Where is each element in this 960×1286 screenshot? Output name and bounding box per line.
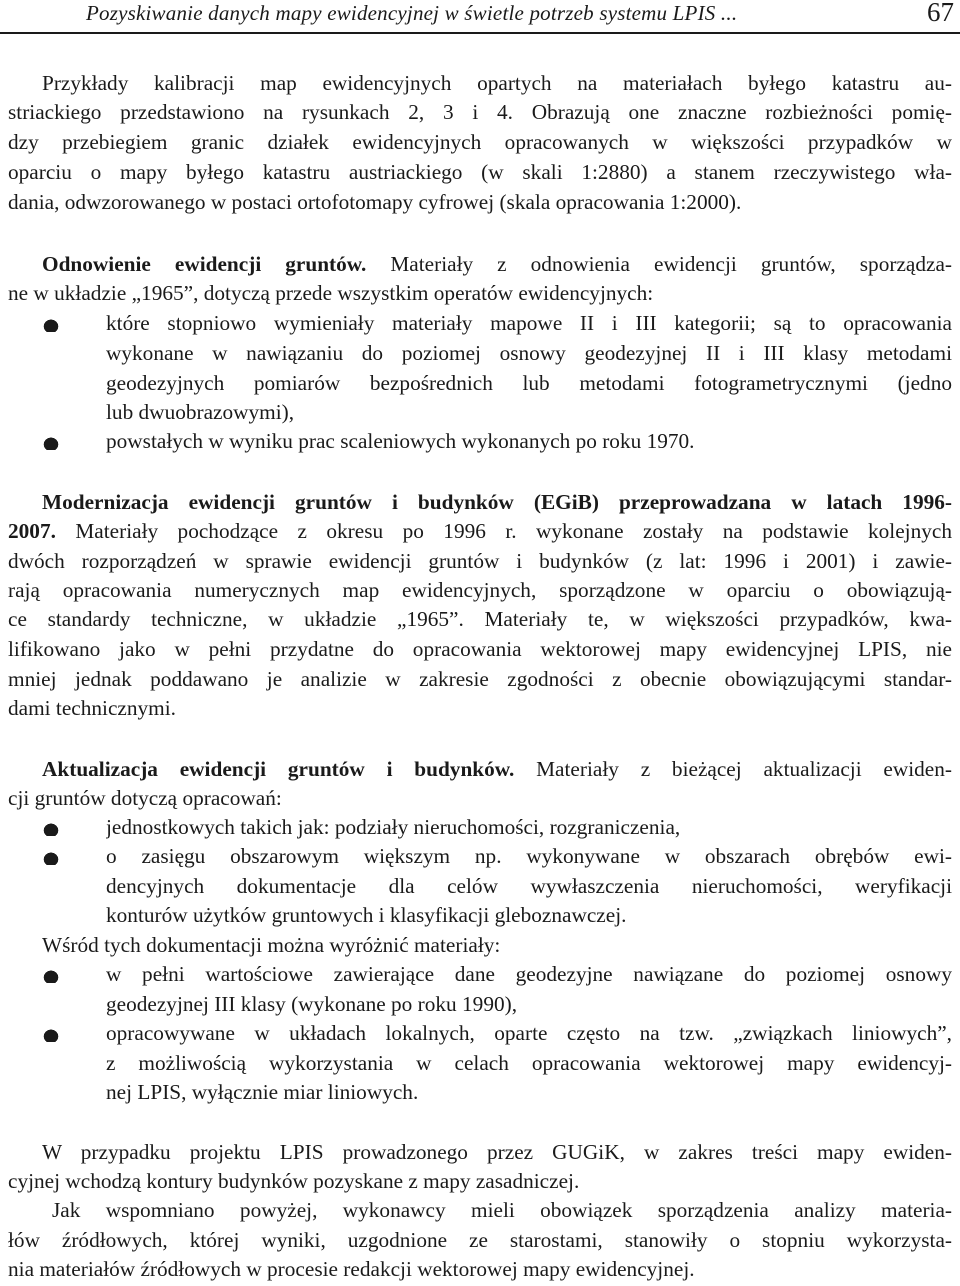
section-text: Materiały z bieżącej aktualizacji ewiden- (514, 757, 952, 781)
list-item-line: jednostkowych takich jak: podziały nieruchomości, rozgraniczenia, (106, 815, 681, 839)
paragraph-line: nia materiałów źródłowych w procesie redakcji wektorowej mapy ewidencyjnej. (8, 1257, 695, 1281)
list-item-line: które stopniowo wymieniały materiały mapowe II i III kategorii; są to opracowania (106, 311, 952, 335)
list-item-line: geodezyjnych pomiarów bezpośrednich lub metodami fotogrametrycznymi (jedno (106, 371, 952, 395)
paragraph-line: mniej jednak poddawano je analizie w zakresie zgodności z obecnie obowiązującymi standar- (8, 667, 952, 691)
paragraph-line: cyjnej wchodzą kontury budynków pozyskane z mapy zasadniczej. (8, 1169, 580, 1193)
bullet-icon (42, 318, 60, 336)
list-item-line: wykonane w nawiązaniu do poziomej osnowy geodezyjnej II i III klasy metodami (106, 341, 952, 365)
section-text: Materiały z odnowienia ewidencji gruntów, sporządza- (366, 252, 952, 276)
list-item-line: lub dwuobrazowymi), (106, 400, 295, 424)
paragraph-line: rają opracowania numerycznych map ewidencyjnych, sporządzone w oparciu o obowiązują- (8, 578, 952, 602)
section-text: Materiały pochodzące z okresu po 1996 r. wykonane zostały na podstawie kolejnych (55, 519, 952, 543)
list-item-line: geodezyjnej III klasy (wykonane po roku 1990), (106, 992, 518, 1016)
paragraph-line: Przykłady kalibracji map ewidencyjnych opartych na materiałach byłego katastru au- (42, 71, 952, 95)
running-header (0, 0, 960, 32)
section-line (8, 517, 952, 546)
paragraph-line: striackiego przedstawiono na rysunkach 2, 3 i 4. Obrazują one znaczne rozbieżności pomię- (8, 100, 952, 124)
paragraph-line: oparciu o mapy byłego katastru austriackiego (w skali 1:2880) a stanem rzeczywistego wła- (8, 160, 952, 184)
section-heading-year: 2007. (8, 519, 56, 543)
list-item-line: powstałych w wyniku prac scaleniowych wykonanych po roku 1970. (106, 429, 695, 453)
header-rule (0, 32, 960, 34)
paragraph-line: łów źródłowych, której wyniki, uzgodnione ze starostami, stanowiły o stopniu wykorzysta- (8, 1228, 952, 1252)
paragraph-line: lifikowano jako w pełni przydatne do opracowania wektorowej mapy ewidencyjnej LPIS, nie (8, 637, 952, 661)
paragraph-line: dania, odwzorowanego w postaci ortofotomapy cyfrowej (skala opracowania 1:2000). (8, 190, 742, 214)
list-item-line: opracowywane w układach lokalnych, oparte często na tzw. „związkach liniowych”, (106, 1021, 952, 1045)
bullet-icon (42, 851, 60, 869)
paragraph-line: W przypadku projektu LPIS prowadzonego przez GUGiK, w zakres treści mapy ewiden- (42, 1140, 952, 1164)
section-heading-odnowienie: Odnowienie ewidencji gruntów. (42, 252, 367, 276)
list-item-line: w pełni wartościowe zawierające dane geodezyjne nawiązane do poziomej osnowy (106, 962, 952, 986)
paragraph-line: Jak wspomniano powyżej, wykonawcy mieli obowiązek sporządzenia analizy materia- (52, 1198, 952, 1222)
list-item-line: dencyjnych dokumentacje dla celów wywłaszczenia nieruchomości, weryfikacji (106, 874, 952, 898)
list-item-line: z możliwością wykorzystania w celach opracowania wektorowej mapy ewidencyj- (106, 1051, 952, 1075)
bullet-icon (42, 822, 60, 840)
section-heading-aktualizacja: Aktualizacja ewidencji gruntów i budynków. (42, 757, 515, 781)
running-header-title: Pozyskiwanie danych mapy ewidencyjnej w świetle potrzeb systemu LPIS ... (86, 1, 738, 25)
paragraph-line: dwóch rozporządzeń w sprawie ewidencji gruntów i budynków (z lat: 1996 i 2001) i zawie- (8, 549, 952, 573)
paragraph-line: ce standardy techniczne, w układzie „1965”. Materiały te, w większości przypadków, kwa- (8, 607, 952, 631)
list-item-line: konturów użytków gruntowych i klasyfikacji gleboznawczej. (106, 903, 627, 927)
paragraph-line: ne w układzie „1965”, dotyczą przede wszystkim operatów ewidencyjnych: (8, 281, 654, 305)
paragraph-line: dzy przebiegiem granic działek ewidencyjnych opracowanych w większości przypadków w (8, 130, 952, 154)
paragraph-line: dami technicznymi. (8, 696, 176, 720)
paragraph-line: Wśród tych dokumentacji można wyróżnić materiały: (42, 933, 501, 957)
paragraph-line: cji gruntów dotyczą opracowań: (8, 786, 282, 810)
page-number: 67 (927, 0, 954, 27)
list-item-line: nej LPIS, wyłącznie miar liniowych. (106, 1080, 419, 1104)
section-first-line (42, 755, 952, 784)
section-heading-modernizacja: Modernizacja ewidencji gruntów i budynków (EGiB) przeprowadzana w latach 1996- (42, 490, 952, 514)
bullet-icon (42, 969, 60, 987)
bullet-icon (42, 436, 60, 454)
section-first-line (42, 250, 952, 279)
list-item-line: o zasięgu obszarowym większym np. wykonywane w obszarach obrębów ewi- (106, 844, 952, 868)
bullet-icon (42, 1028, 60, 1046)
